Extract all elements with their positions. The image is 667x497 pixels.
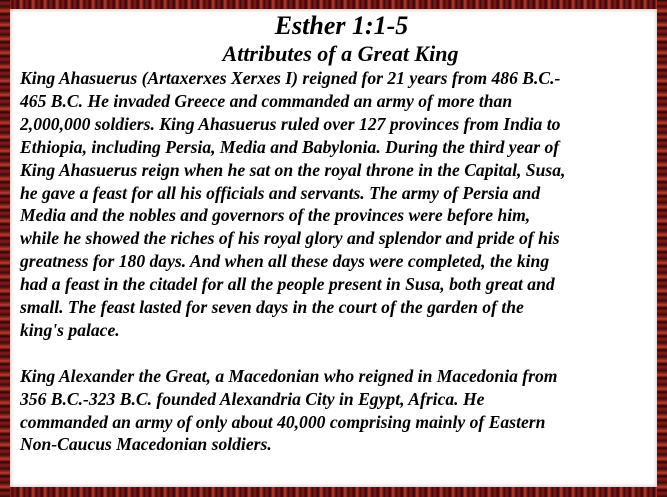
paragraph-ahasuerus: King Ahasuerus (Artaxerxes Xerxes I) reigned for 21 years from 486 B.C.- 465 B.C. He invaded Greece and commanded an army of more than 2,000,000 soldiers. King Ahasuerus ruled over 127 provinces from India to Ethiopia, including Persia, Media and Babylonia. During the third year of King Ahasuerus reign when he sat on the royal throne in the Capital, Susa, he gave a feast for all his officials and servants. The army of Persia and Media and the nobles and governors of the provinces were before him, while he showed the riches of his royal glory and splendor and pride of his greatness for 180 days. And when all these days were completed, the king had a feast in the citadel for all the people present in Susa, both great and small. The feast lasted for seven days in the court of the garden of the king's palace. <box>20 68 566 340</box>
page-title: Esther 1:1-5 <box>274 11 409 40</box>
paragraph-alexander: King Alexander the Great, a Macedonian who reigned in Macedonia from 356 B.C.-323 B.C. founded Alexandria City in Egypt, Africa. He commanded an army of only about 40,000 comprising mainly of Eastern Non-Caucus Macedonian soldiers. <box>20 365 558 455</box>
frame-left-edge <box>0 0 10 497</box>
content-panel <box>10 9 657 487</box>
page-subtitle: Attributes of a Great King <box>222 41 459 66</box>
frame-right-edge <box>657 0 667 497</box>
